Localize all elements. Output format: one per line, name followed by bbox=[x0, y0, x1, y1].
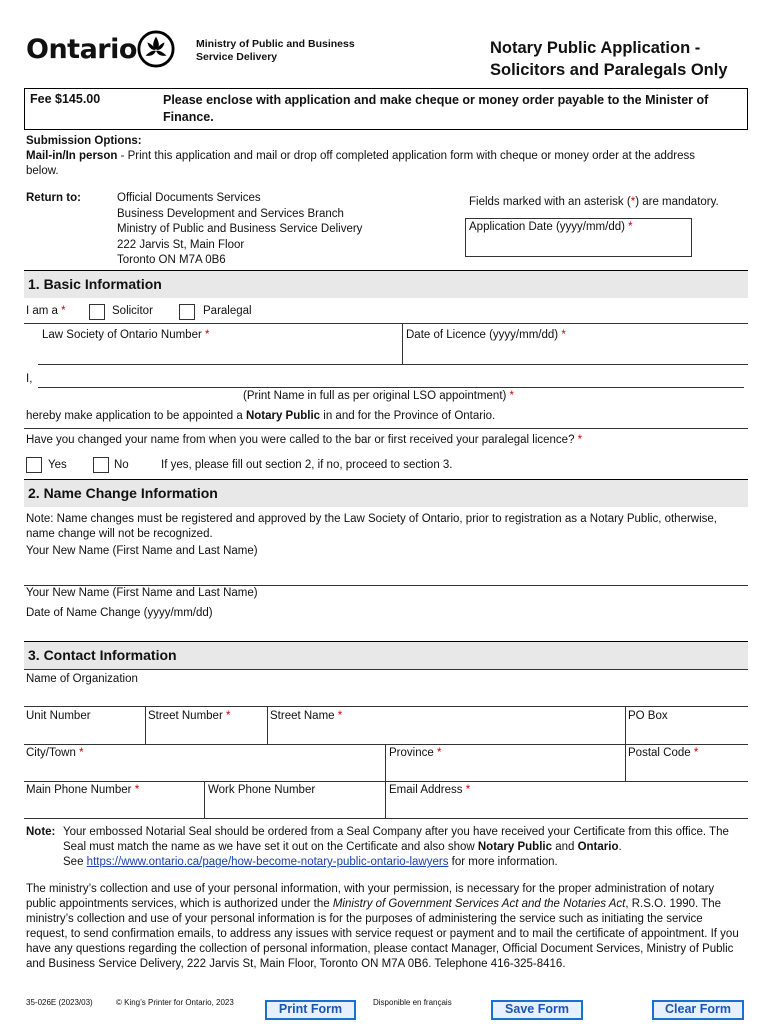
unit-number-field[interactable] bbox=[24, 706, 145, 744]
application-date-field[interactable] bbox=[465, 218, 692, 257]
fee-label: Fee $145.00 bbox=[30, 92, 101, 106]
main-phone-field[interactable] bbox=[24, 781, 204, 818]
street-name-text: Street Name bbox=[270, 710, 335, 722]
section-2-header bbox=[24, 479, 748, 507]
trillium-logo-icon bbox=[137, 30, 175, 68]
privacy-statement bbox=[26, 882, 746, 972]
po-box-label: PO Box bbox=[628, 710, 668, 722]
new-name-label-2: Your New Name (First Name and Last Name) bbox=[26, 587, 258, 599]
province-text: Province bbox=[389, 747, 434, 759]
copyright: © King’s Printer for Ontario, 2023 bbox=[116, 998, 234, 1007]
submission-method bbox=[26, 149, 726, 179]
section-3-title: 3. Contact Information bbox=[28, 647, 177, 663]
no-label: No bbox=[114, 459, 129, 471]
return-label: Return to: bbox=[26, 192, 81, 204]
seal-note-label: Note: bbox=[26, 826, 56, 838]
city-text: City/Town bbox=[26, 747, 76, 759]
seal-bold-1: Notary Public bbox=[477, 841, 552, 853]
required-star: * bbox=[628, 221, 633, 233]
privacy-act: Ministry of Government Services Act and the Notaries Act bbox=[332, 898, 626, 910]
section-3-header bbox=[24, 641, 748, 669]
name-changed-question bbox=[26, 434, 582, 446]
address-line: Official Documents Services bbox=[117, 192, 261, 204]
work-phone-field[interactable] bbox=[205, 781, 385, 818]
street-name-field[interactable] bbox=[268, 706, 625, 744]
paralegal-label: Paralegal bbox=[203, 305, 252, 317]
required-star: * bbox=[337, 710, 343, 722]
required-star: * bbox=[225, 710, 231, 722]
divider bbox=[24, 818, 748, 819]
no-checkbox[interactable] bbox=[93, 457, 109, 473]
i-label: I, bbox=[26, 373, 33, 385]
address-line: 222 Jarvis St, Main Floor bbox=[117, 238, 245, 251]
print-name-text: (Print Name in full as per original LSO appointment) bbox=[243, 390, 507, 402]
form-number: 35-026E (2023/03) bbox=[26, 998, 93, 1007]
solicitor-label: Solicitor bbox=[112, 305, 153, 317]
postal-code-text: Postal Code bbox=[628, 747, 691, 759]
address-line: Toronto ON M7A 0B6 bbox=[117, 254, 226, 266]
hereby-post: in and for the Province of Ontario. bbox=[320, 410, 496, 422]
licence-date-field[interactable] bbox=[403, 324, 748, 364]
licence-date-label bbox=[406, 329, 566, 341]
ministry-name: Ministry of Public and Business Service Delivery bbox=[196, 38, 355, 63]
required-star: * bbox=[205, 329, 210, 341]
title-line-1: Notary Public Application - bbox=[490, 39, 701, 57]
email-field[interactable] bbox=[386, 781, 748, 818]
organization-label: Name of Organization bbox=[26, 673, 138, 685]
lso-number-field[interactable] bbox=[38, 324, 402, 364]
app-date-text: Application Date (yyyy/mm/dd) bbox=[469, 221, 625, 233]
province-field[interactable] bbox=[386, 744, 625, 781]
work-phone-label: Work Phone Number bbox=[208, 784, 316, 796]
yes-label: Yes bbox=[48, 459, 67, 471]
section-1-title: 1. Basic Information bbox=[28, 276, 162, 292]
application-date-label bbox=[469, 221, 633, 233]
hereby-pre: hereby make application to be appointed a bbox=[26, 410, 246, 422]
required-star: * bbox=[436, 747, 442, 759]
save-form-button[interactable]: Save Form bbox=[491, 1000, 583, 1020]
print-form-button[interactable]: Print Form bbox=[265, 1000, 356, 1020]
section-1-header bbox=[24, 270, 748, 298]
yes-checkbox[interactable] bbox=[26, 457, 42, 473]
required-star: * bbox=[134, 784, 140, 796]
print-name-label bbox=[243, 390, 514, 402]
notary-info-link[interactable]: https://www.ontario.ca/page/how-become-notary-public-ontario-lawyers bbox=[86, 856, 449, 868]
privacy-p2: , R.S.O. 1990. The ministry’s collection and use of your personal information is for the purposes of administering the service such as initiating the service request, to send confirmation emails, to address any issues with service request or payment and to mail the certificate of appointment. If you have any questions regarding the collection of personal information, please contact Manager, Official Document Services, Ministry of Public and Business Service Delivery, 222 Jarvis St, Main Floor, Toronto ON M7A 0B6. Telephone 416-325-8416. bbox=[26, 898, 739, 970]
privacy-p1: The ministry’s collection and use of your personal information, with your permission, is necessary for the proper administration of notary public appointments services, which is authorized under the bbox=[26, 883, 715, 910]
solicitor-checkbox[interactable] bbox=[89, 304, 105, 320]
print-name-field[interactable] bbox=[38, 372, 744, 388]
required-star: * bbox=[577, 434, 583, 446]
hereby-statement bbox=[26, 410, 495, 422]
required-star: * bbox=[465, 784, 471, 796]
if-yes-instruction: If yes, please fill out section 2, if no, proceed to section 3. bbox=[161, 459, 453, 471]
required-star: * bbox=[693, 747, 699, 759]
title-line-2: Solicitors and Paralegals Only bbox=[490, 61, 728, 79]
form-title bbox=[490, 37, 760, 81]
mandatory-post: ) are mandatory. bbox=[635, 196, 719, 208]
clear-form-button[interactable]: Clear Form bbox=[652, 1000, 744, 1020]
required-star: * bbox=[509, 390, 515, 402]
email-text: Email Address bbox=[389, 784, 463, 796]
submission-heading: Submission Options: bbox=[26, 135, 142, 147]
required-star: * bbox=[561, 329, 566, 341]
name-changed-text: Have you changed your name from when you were called to the bar or first received your paralegal licence? bbox=[26, 434, 575, 446]
section-2-title: 2. Name Change Information bbox=[28, 485, 218, 501]
organization-field[interactable] bbox=[24, 669, 748, 706]
unit-number-label: Unit Number bbox=[26, 710, 91, 722]
seal-text-1: Your embossed Notarial Seal should be ordered from a Seal Company after you have received your Certificate from this office. The Seal must match the name as we have set it out on the Certificate and also show bbox=[63, 826, 729, 853]
seal-more: for more information. bbox=[448, 856, 558, 868]
name-change-date-field[interactable] bbox=[24, 622, 748, 640]
mandatory-pre: Fields marked with an asterisk ( bbox=[469, 196, 631, 208]
french-available: Disponible en français bbox=[373, 998, 452, 1007]
licence-date-text: Date of Licence (yyyy/mm/dd) bbox=[406, 329, 559, 341]
i-am-text: I am a bbox=[26, 305, 58, 317]
seal-and: and bbox=[552, 841, 578, 853]
required-star: * bbox=[79, 747, 84, 759]
required-star: * bbox=[61, 305, 66, 317]
mandatory-star: * bbox=[630, 196, 636, 208]
new-name-label-1: Your New Name (First Name and Last Name) bbox=[26, 545, 258, 557]
street-number-text: Street Number bbox=[148, 710, 223, 722]
address-line: Ministry of Public and Business Service Delivery bbox=[117, 223, 363, 235]
address-line: Business Development and Services Branch bbox=[117, 207, 344, 220]
seal-bold-2: Ontario bbox=[577, 841, 619, 853]
divider bbox=[24, 428, 748, 429]
name-change-note: Note: Name changes must be registered and approved by the Law Society of Ontario, prior to registration as a Notary Public, otherwise, name change will not be recognized. bbox=[26, 513, 717, 540]
seal-period: . bbox=[618, 841, 622, 853]
hereby-bold: Notary Public bbox=[245, 410, 321, 422]
mandatory-note bbox=[469, 195, 719, 210]
return-address bbox=[117, 191, 362, 269]
method-label: Mail-in/In person bbox=[26, 150, 118, 162]
lso-number-label bbox=[42, 329, 209, 341]
fee-box bbox=[24, 88, 748, 130]
street-number-field[interactable] bbox=[146, 706, 267, 744]
lso-number-text: Law Society of Ontario Number bbox=[42, 329, 202, 341]
seal-note-text bbox=[63, 825, 743, 870]
seal-see: See bbox=[63, 856, 87, 868]
ontario-logo-text: Ontario bbox=[26, 34, 137, 65]
fee-note: Please enclose with application and make cheque or money order payable to the Minister of Finance. bbox=[163, 93, 709, 124]
postal-code-field[interactable] bbox=[626, 744, 748, 781]
main-phone-text: Main Phone Number bbox=[26, 784, 132, 796]
new-name-field-1[interactable] bbox=[24, 560, 748, 586]
i-am-label bbox=[26, 305, 66, 317]
method-text: - Print this application and mail or drop off completed application form with cheque or money order at the address below. bbox=[26, 150, 696, 177]
po-box-field[interactable] bbox=[626, 706, 748, 744]
paralegal-checkbox[interactable] bbox=[179, 304, 195, 320]
city-field[interactable] bbox=[24, 744, 385, 781]
name-change-date-label: Date of Name Change (yyyy/mm/dd) bbox=[26, 607, 213, 619]
divider bbox=[38, 364, 748, 365]
